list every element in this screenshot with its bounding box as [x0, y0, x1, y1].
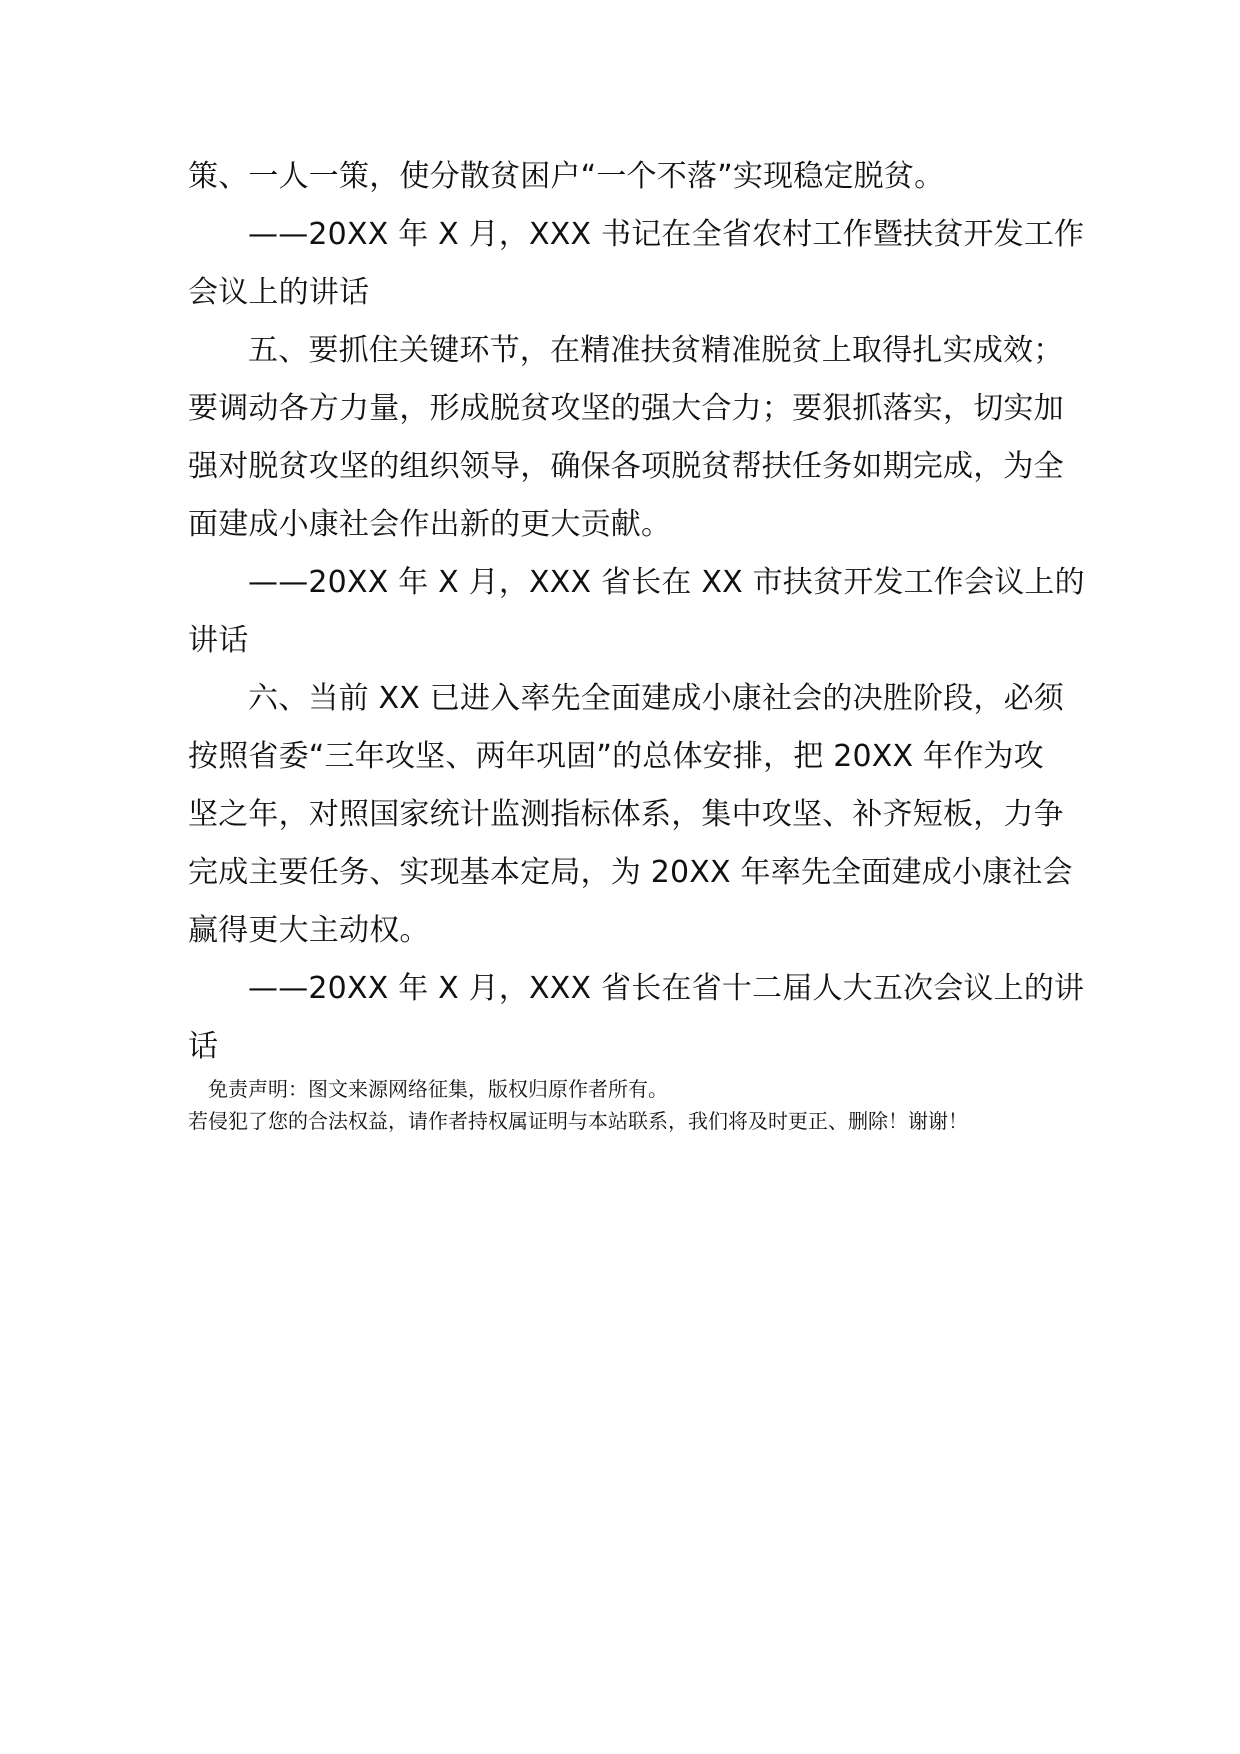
attribution-line: 会议上的讲话 — [188, 275, 370, 310]
paragraph-five-line: 五、要抓住关键环节，在精准扶贫精准脱贫上取得扎实成效； — [248, 333, 1064, 368]
paragraph-five-line: 面建成小康社会作出新的更大贡献。 — [188, 507, 672, 542]
disclaimer-line: 若侵犯了您的合法权益，请作者持权属证明与本站联系，我们将及时更正、删除！谢谢！ — [188, 1109, 968, 1133]
disclaimer-line: 免责声明：图文来源网络征集，版权归原作者所有。 — [208, 1077, 668, 1101]
paragraph-six-line: 坚之年，对照国家统计监测指标体系，集中攻坚、补齐短板，力争 — [188, 797, 1064, 832]
attribution-line: 讲话 — [188, 623, 249, 658]
attribution-line: ——20XX 年 X 月，XXX 省长在 XX 市扶贫开发工作会议上的 — [248, 565, 1085, 600]
paragraph-six-line: 赢得更大主动权。 — [188, 913, 430, 948]
paragraph-six-line: 按照省委“三年攻坚、两年巩固”的总体安排，把 20XX 年作为攻 — [188, 739, 1044, 774]
body-text-line: 策、一人一策，使分散贫困户“一个不落”实现稳定脱贫。 — [188, 159, 945, 194]
attribution-line: 话 — [188, 1029, 219, 1064]
paragraph-six-line: 六、当前 XX 已进入率先全面建成小康社会的决胜阶段，必须 — [248, 681, 1064, 716]
paragraph-six-line: 完成主要任务、实现基本定局，为 20XX 年率先全面建成小康社会 — [188, 855, 1073, 890]
paragraph-five-line: 强对脱贫攻坚的组织领导，确保各项脱贫帮扶任务如期完成，为全 — [188, 449, 1064, 484]
attribution-line: ——20XX 年 X 月，XXX 省长在省十二届人大五次会议上的讲 — [248, 971, 1085, 1006]
attribution-line: ——20XX 年 X 月，XXX 书记在全省农村工作暨扶贫开发工作 — [248, 217, 1085, 252]
paragraph-five-line: 要调动各方力量，形成脱贫攻坚的强大合力；要狠抓落实，切实加 — [188, 391, 1064, 426]
